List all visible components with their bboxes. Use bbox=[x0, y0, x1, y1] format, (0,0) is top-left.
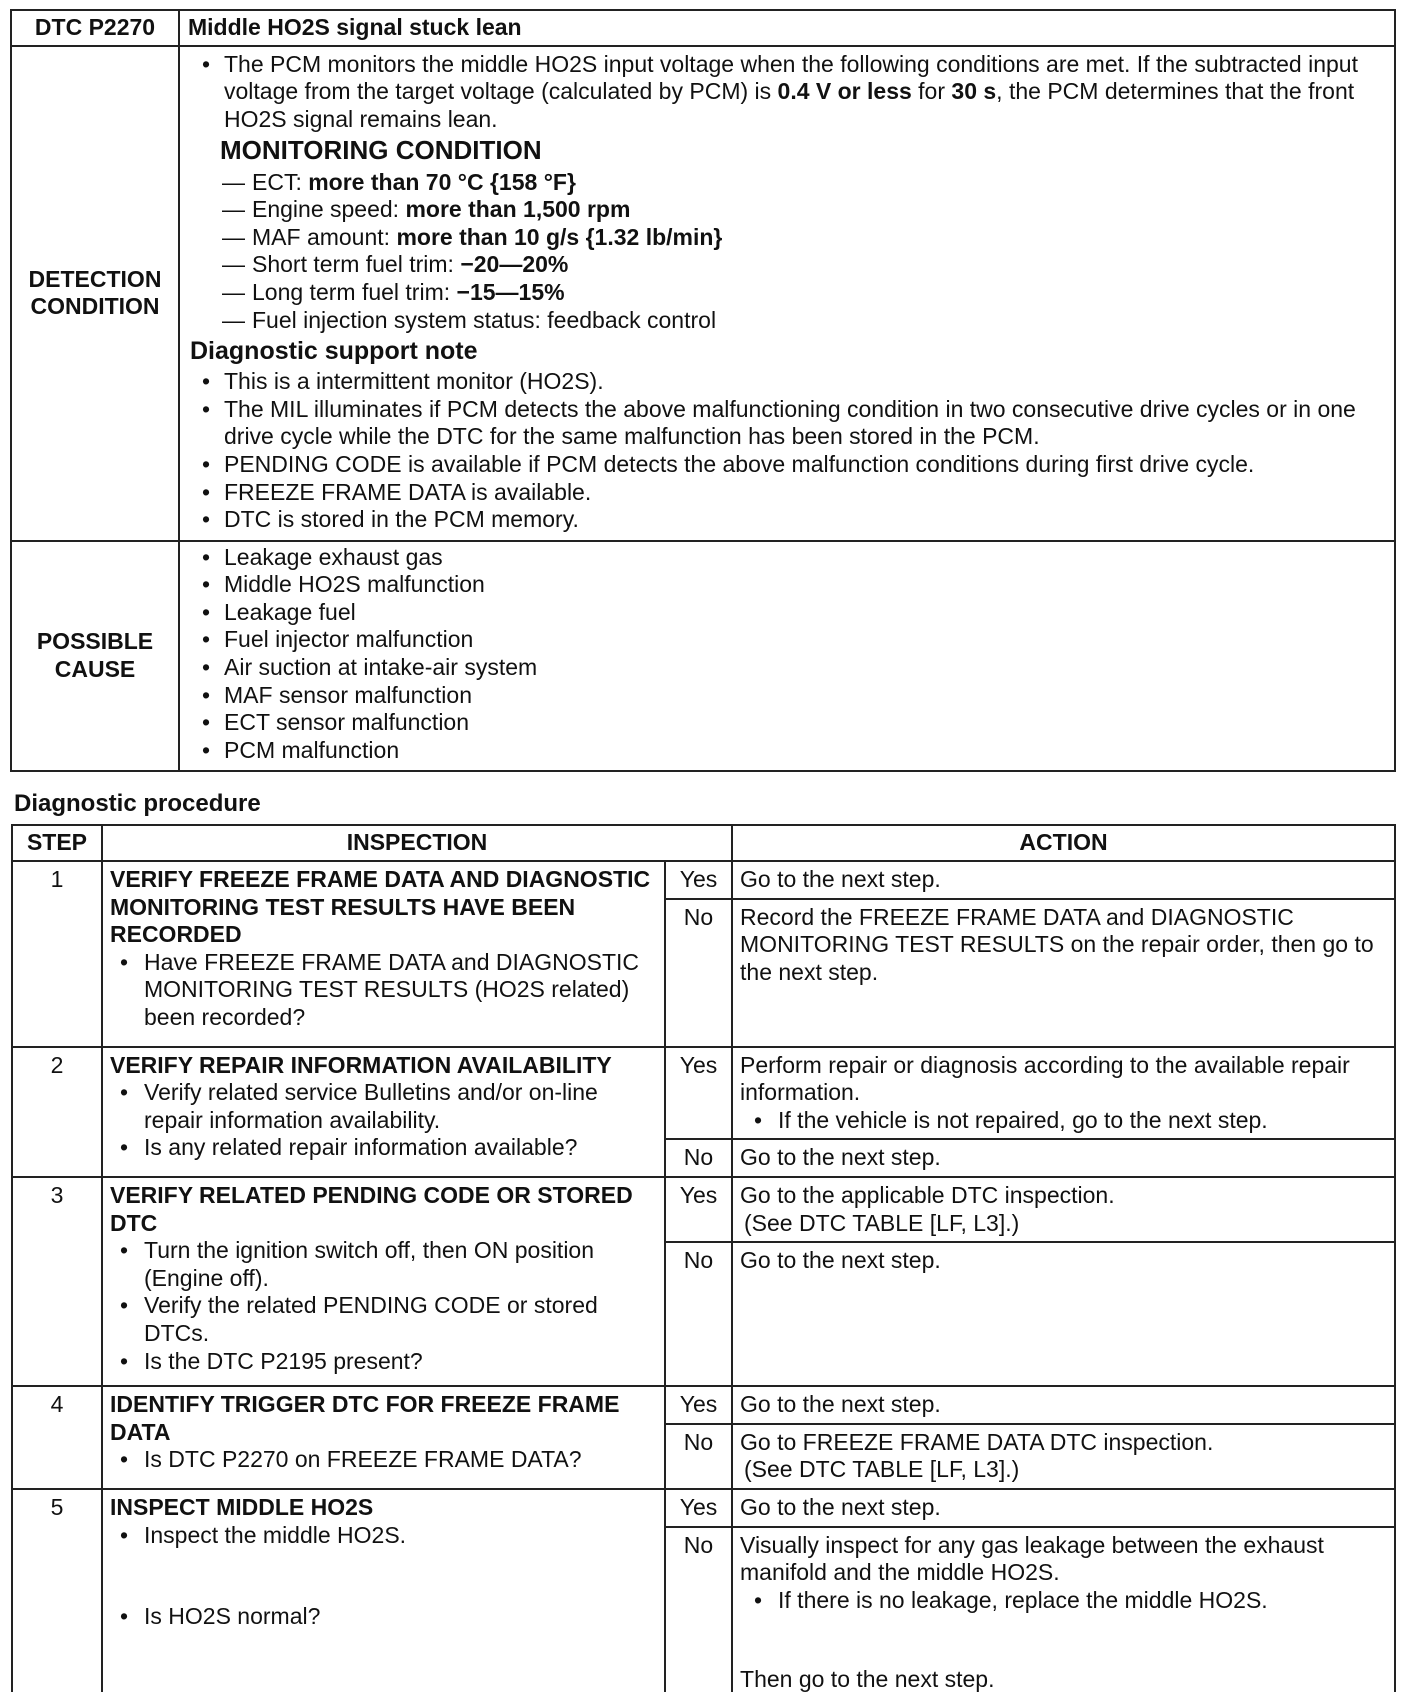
list-item: • This is a intermittent monitor (HO2S). bbox=[190, 368, 1386, 396]
no-action bbox=[732, 1527, 1395, 1692]
detection-label bbox=[11, 46, 179, 541]
step-bullets bbox=[110, 1522, 657, 1631]
list-item: • Air suction at intake-air system bbox=[190, 654, 1386, 682]
yes-action-text: Perform repair or diagnosis according to the available repair information. bbox=[740, 1051, 1350, 1106]
no-action: Go to the next step. bbox=[732, 1139, 1395, 1177]
yes-action: Go to the next step. bbox=[732, 1489, 1395, 1527]
step-bullets bbox=[110, 1237, 657, 1375]
yes-action-bullets bbox=[740, 1107, 1387, 1135]
step-title: IDENTIFY TRIGGER DTC FOR FREEZE FRAME DATA bbox=[110, 1391, 620, 1445]
dtc-table-reference: (See DTC TABLE [LF, L3].) bbox=[744, 1456, 1020, 1483]
detection-row bbox=[11, 46, 1395, 541]
list-item: • PENDING CODE is available if PCM detects the above malfunction conditions during first drive cycle. bbox=[190, 451, 1386, 479]
dtc-code: DTC P2270 bbox=[11, 10, 179, 46]
possible-cause-label-line2: CAUSE bbox=[54, 656, 136, 683]
step-title: VERIFY RELATED PENDING CODE OR STORED DTC bbox=[110, 1181, 633, 1236]
step-title: VERIFY FREEZE FRAME DATA AND DIAGNOSTIC MONITORING TEST RESULTS HAVE BEEN RECORDED bbox=[110, 866, 651, 948]
no-label: No bbox=[665, 1424, 732, 1489]
no-action-text: Visually inspect for any gas leakage between the exhaust manifold and the middle HO2S. bbox=[740, 1531, 1324, 1586]
possible-cause-label-line1: POSSIBLE bbox=[36, 628, 154, 655]
step-bullets bbox=[110, 949, 657, 1032]
list-item: • Fuel injector malfunction bbox=[190, 626, 1386, 654]
step-inspection bbox=[102, 1047, 665, 1177]
detection-label-line1: DETECTION bbox=[28, 265, 162, 292]
header-inspection: INSPECTION bbox=[102, 825, 732, 861]
table-row bbox=[12, 1047, 1395, 1140]
yes-action bbox=[732, 1177, 1395, 1242]
step-bullets bbox=[110, 1446, 657, 1474]
table-row bbox=[12, 1386, 1395, 1424]
list-item: • FREEZE FRAME DATA is available. bbox=[190, 479, 1386, 507]
detection-intro: • The PCM monitors the middle HO2S input voltage when the following conditions are met. If the subtracted input voltage from the target voltage (calculated by PCM) is 0.4 V or less for 30 s, the PCM determines that the front HO2S signal remains lean. bbox=[190, 51, 1386, 134]
possible-cause-list bbox=[190, 544, 1386, 765]
list-item: • ECT sensor malfunction bbox=[190, 709, 1386, 737]
detection-intro-list bbox=[190, 51, 1386, 134]
list-item: • Leakage fuel bbox=[190, 599, 1386, 627]
step-inspection bbox=[102, 1489, 665, 1692]
no-action: Go to the next step. bbox=[732, 1242, 1395, 1386]
no-label: No bbox=[665, 1139, 732, 1177]
yes-label: Yes bbox=[665, 1177, 732, 1242]
possible-cause-content bbox=[179, 541, 1395, 772]
list-item: • The MIL illuminates if PCM detects the above malfunctioning condition in two consecutive drive cycles or in one drive cycle while the DTC for the same malfunction has been stored in the PCM. bbox=[190, 396, 1386, 451]
monitoring-conditions bbox=[190, 169, 1386, 335]
condition-maf: — MAF amount: more than 10 g/s {1.32 lb/min} bbox=[222, 224, 1386, 252]
list-item: • Inspect the middle HO2S. bbox=[110, 1522, 657, 1550]
list-item: • DTC is stored in the PCM memory. bbox=[190, 506, 1386, 534]
yes-action: Go to the next step. bbox=[732, 1386, 1395, 1424]
table-row bbox=[12, 861, 1395, 899]
list-item: • MAF sensor malfunction bbox=[190, 682, 1386, 710]
support-notes bbox=[190, 368, 1386, 534]
no-label: No bbox=[665, 899, 732, 1047]
header-action: ACTION bbox=[732, 825, 1395, 861]
list-item: • If the vehicle is not repaired, go to the next step. bbox=[740, 1107, 1387, 1135]
detection-content bbox=[179, 46, 1395, 541]
list-item: • Is any related repair information available? bbox=[110, 1134, 657, 1162]
procedure-table bbox=[11, 824, 1396, 1692]
no-action-final: Then go to the next step. bbox=[740, 1666, 995, 1692]
yes-action: Go to the next step. bbox=[732, 861, 1395, 899]
no-label: No bbox=[665, 1527, 732, 1692]
condition-engine-speed: — Engine speed: more than 1,500 rpm bbox=[222, 196, 1386, 224]
step-bullets bbox=[110, 1079, 657, 1162]
yes-label: Yes bbox=[665, 1386, 732, 1424]
no-action-bullets bbox=[740, 1587, 1387, 1615]
step-inspection bbox=[102, 1386, 665, 1489]
yes-label: Yes bbox=[665, 861, 732, 899]
yes-label: Yes bbox=[665, 1047, 732, 1140]
condition-long-term-trim: — Long term fuel trim: −15—15% bbox=[222, 279, 1386, 307]
dtc-header-row bbox=[11, 10, 1395, 46]
step-number: 1 bbox=[12, 861, 102, 1047]
table-row bbox=[12, 1177, 1395, 1242]
no-label: No bbox=[665, 1242, 732, 1386]
list-item: • PCM malfunction bbox=[190, 737, 1386, 765]
condition-ect: — ECT: more than 70 °C {158 °F} bbox=[222, 169, 1386, 197]
list-item: • Is HO2S normal? bbox=[110, 1603, 657, 1631]
header-step: STEP bbox=[12, 825, 102, 861]
dtc-title: Middle HO2S signal stuck lean bbox=[179, 10, 1395, 46]
list-item: • Have FREEZE FRAME DATA and DIAGNOSTIC MONITORING TEST RESULTS (HO2S related) been recorded? bbox=[110, 949, 657, 1032]
list-item: • Is the DTC P2195 present? bbox=[110, 1348, 657, 1376]
table-row bbox=[12, 1489, 1395, 1527]
list-item: • Middle HO2S malfunction bbox=[190, 571, 1386, 599]
monitoring-condition-heading: MONITORING CONDITION bbox=[220, 135, 542, 166]
step-number: 5 bbox=[12, 1489, 102, 1692]
list-item: • Verify the related PENDING CODE or stored DTCs. bbox=[110, 1292, 657, 1347]
condition-short-term-trim: — Short term fuel trim: −20—20% bbox=[222, 251, 1386, 279]
yes-label: Yes bbox=[665, 1489, 732, 1527]
list-item: • If there is no leakage, replace the middle HO2S. bbox=[740, 1587, 1387, 1615]
no-action bbox=[732, 1424, 1395, 1489]
step-title: INSPECT MIDDLE HO2S bbox=[110, 1493, 374, 1520]
step-inspection bbox=[102, 1177, 665, 1386]
step-number: 3 bbox=[12, 1177, 102, 1386]
section-title: Diagnostic procedure bbox=[14, 790, 261, 817]
list-item: • Leakage exhaust gas bbox=[190, 544, 1386, 572]
possible-cause-label bbox=[11, 541, 179, 772]
no-action: Record the FREEZE FRAME DATA and DIAGNOSTIC MONITORING TEST RESULTS on the repair order, then go to the next step. bbox=[732, 899, 1395, 1047]
list-item: • Verify related service Bulletins and/or on-line repair information availability. bbox=[110, 1079, 657, 1134]
yes-action-text: Go to the applicable DTC inspection. bbox=[740, 1181, 1115, 1208]
condition-fuel-injection: — Fuel injection system status: feedback control bbox=[222, 307, 1386, 335]
step-number: 4 bbox=[12, 1386, 102, 1489]
dtc-table-reference: (See DTC TABLE [LF, L3].) bbox=[744, 1209, 1020, 1236]
detection-label-line2: CONDITION bbox=[30, 293, 160, 320]
possible-cause-row bbox=[11, 541, 1395, 772]
procedure-header-row bbox=[12, 825, 1395, 861]
list-item: • Turn the ignition switch off, then ON position (Engine off). bbox=[110, 1237, 657, 1292]
yes-action bbox=[732, 1047, 1395, 1140]
no-action-text: Go to FREEZE FRAME DATA DTC inspection. bbox=[740, 1428, 1214, 1455]
list-item: • Is DTC P2270 on FREEZE FRAME DATA? bbox=[110, 1446, 657, 1474]
step-title: VERIFY REPAIR INFORMATION AVAILABILITY bbox=[110, 1051, 612, 1078]
step-inspection bbox=[102, 861, 665, 1047]
support-note-heading: Diagnostic support note bbox=[190, 337, 478, 366]
step-number: 2 bbox=[12, 1047, 102, 1177]
dtc-table bbox=[10, 9, 1396, 772]
